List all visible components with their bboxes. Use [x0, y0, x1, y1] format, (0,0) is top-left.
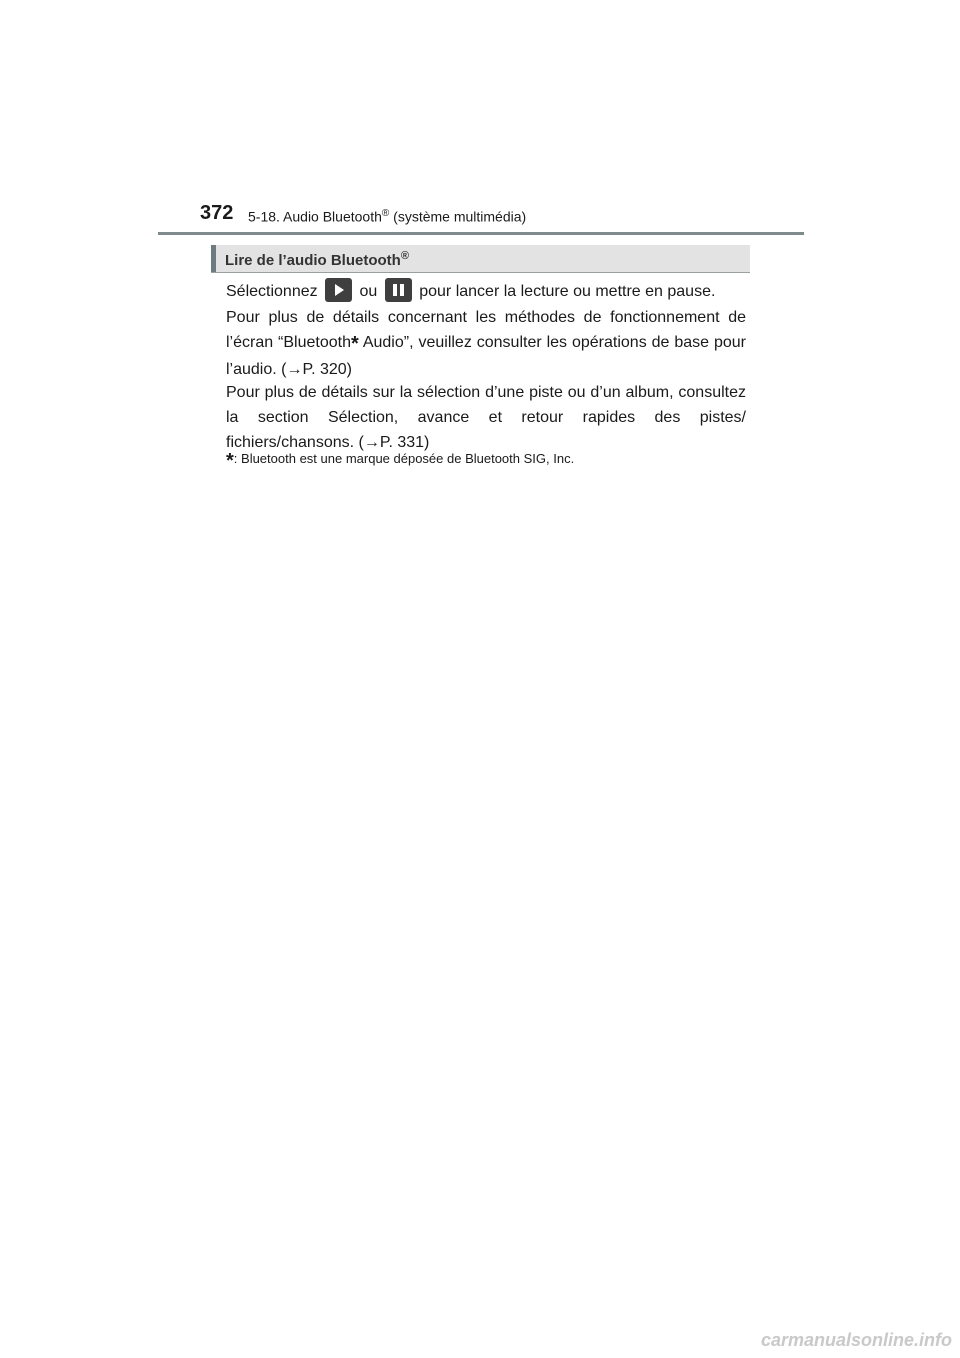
paragraph-operation-details [226, 305, 746, 382]
section-title [225, 250, 409, 269]
p1-text-c: pour lancer la lecture ou mettre en pause. [419, 283, 716, 300]
p3-text-a: Pour plus de détails sur la sélection d’une piste ou d’un album, consultez la section Sélection, avance et retour rapides des pistes/ fichiers/chansons. ( [226, 384, 746, 451]
pause-icon [385, 278, 412, 302]
section-title-text: Lire de l’audio Bluetooth [225, 252, 401, 269]
paragraph-track-selection [226, 380, 746, 455]
registered-mark: ® [381, 208, 390, 219]
page-reference-link[interactable]: P. 331) [379, 434, 430, 451]
section-heading-bar [211, 245, 750, 273]
footnote [226, 450, 574, 473]
arrow-icon: → [286, 361, 303, 378]
p1-text-a: Sélectionnez [226, 283, 318, 300]
p2-text-a: Pour plus de détails concernant les méthodes de fonctionnement de l’écran “Bluetooth [226, 309, 746, 351]
footnote-text: : Bluetooth est une marque déposée de Bluetooth SIG, Inc. [233, 451, 575, 466]
page-reference-link[interactable]: P. 320) [302, 361, 353, 378]
play-icon [325, 278, 352, 302]
paragraph-select-play-pause [226, 278, 746, 304]
p2-text-b: Audio”, veuillez consulter les opérations de base pour l’audio. ( [226, 334, 747, 378]
chapter-header [248, 208, 526, 225]
p1-text-b: ou [359, 283, 378, 300]
chapter-suffix: (système multimédia) [389, 208, 527, 225]
arrow-icon: → [363, 434, 380, 451]
footnote-star: * [351, 333, 359, 355]
chapter-prefix: 5-18. Audio Bluetooth [248, 208, 382, 225]
watermark: carmanualsonline.info [760, 1330, 952, 1350]
section-registered-mark: ® [400, 250, 409, 262]
header-divider [158, 232, 804, 235]
section-accent [211, 245, 216, 272]
footnote-star: * [226, 450, 234, 472]
page-number: 372 [200, 202, 234, 224]
